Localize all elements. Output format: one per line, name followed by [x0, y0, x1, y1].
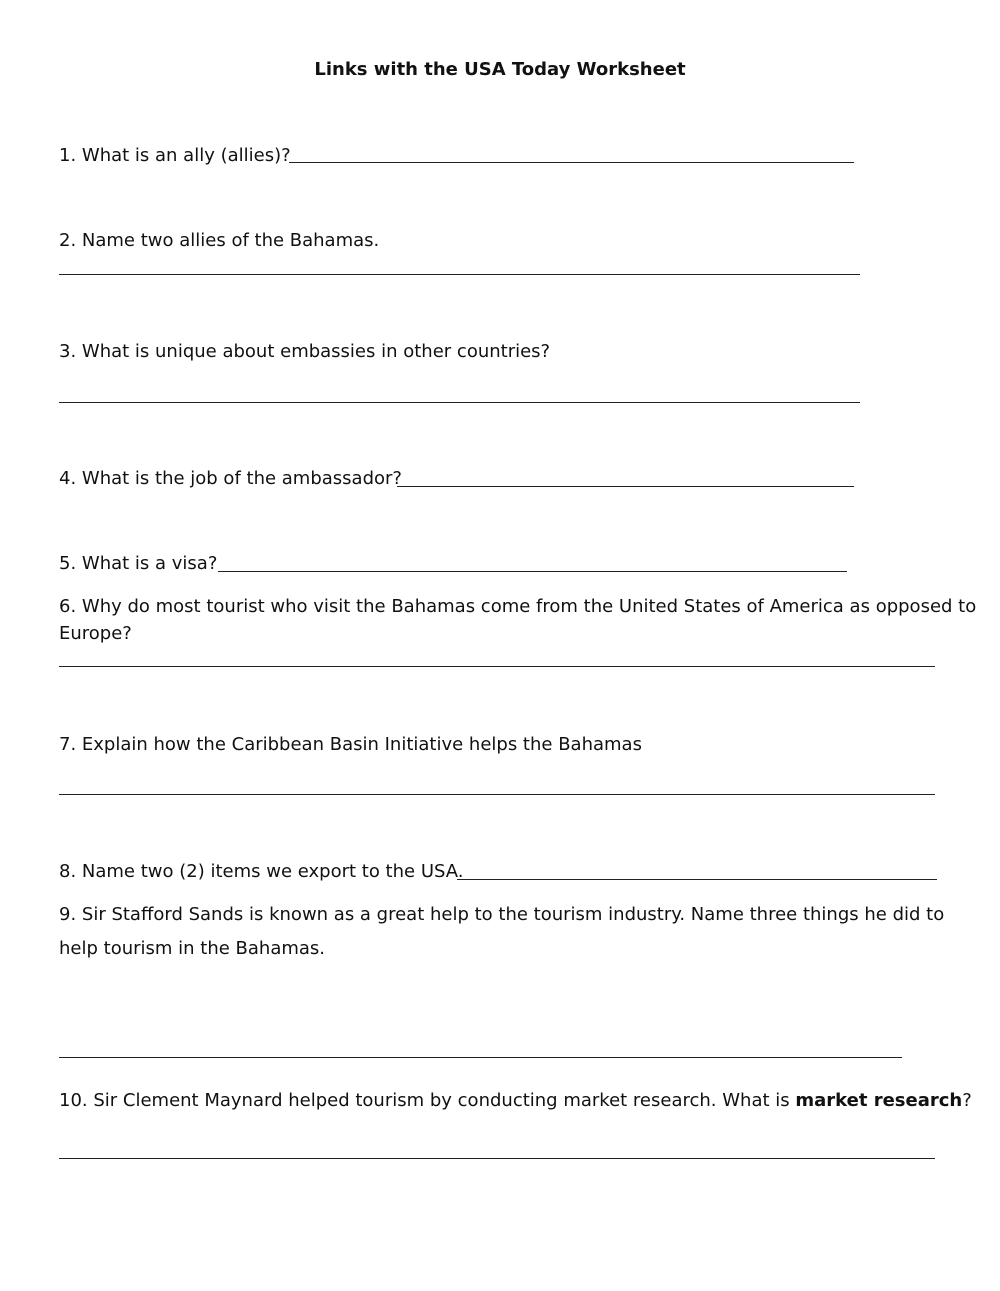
question-6-line-1: 6. Why do most tourist who visit the Bahamas come from the United States of America as opposed to [59, 596, 977, 617]
question-6-line-2: Europe? [59, 623, 132, 644]
answer-line-10[interactable] [59, 1158, 935, 1159]
question-7: 7. Explain how the Caribbean Basin Initiative helps the Bahamas [59, 734, 642, 755]
question-5: 5. What is a visa? [59, 553, 218, 574]
question-10-end: ? [962, 1090, 972, 1111]
question-10 [59, 1088, 972, 1114]
question-1: 1. What is an ally (allies)? [59, 145, 291, 166]
question-4: 4. What is the job of the ambassador? [59, 468, 402, 489]
answer-line-2[interactable] [59, 274, 860, 275]
answer-line-6[interactable] [59, 666, 935, 667]
question-8: 8. Name two (2) items we export to the USA. [59, 861, 464, 882]
question-2: 2. Name two allies of the Bahamas. [59, 230, 380, 251]
answer-line-3[interactable] [59, 402, 860, 403]
answer-line-1[interactable] [289, 162, 854, 163]
answer-line-7[interactable] [59, 794, 935, 795]
answer-line-9[interactable] [59, 1057, 902, 1058]
question-9-line-2: help tourism in the Bahamas. [59, 938, 326, 959]
question-10-text: 10. Sir Clement Maynard helped tourism by conducting market research. What is [59, 1090, 796, 1111]
worksheet-title: Links with the USA Today Worksheet [314, 59, 686, 80]
question-10-term: market research [795, 1090, 963, 1111]
answer-line-4[interactable] [397, 486, 854, 487]
question-3: 3. What is unique about embassies in other countries? [59, 341, 551, 362]
answer-line-5[interactable] [218, 571, 847, 572]
answer-line-8[interactable] [457, 879, 937, 880]
question-9-line-1: 9. Sir Stafford Sands is known as a great help to the tourism industry. Name three things he did to [59, 904, 945, 925]
